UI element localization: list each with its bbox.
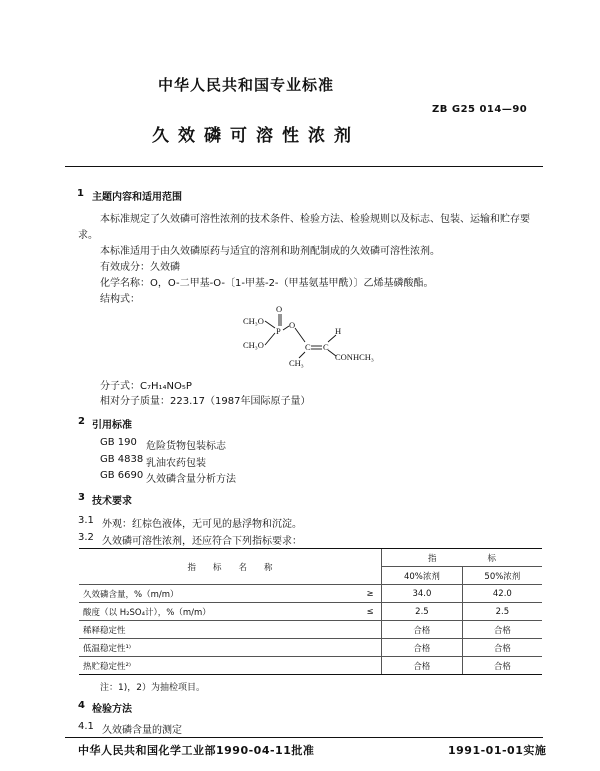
structure-conhch3: CONHCH₃ bbox=[335, 352, 374, 362]
structure-h: H bbox=[335, 326, 342, 336]
table-row bbox=[79, 639, 542, 657]
structure-p: P bbox=[276, 326, 281, 336]
row-value-50: 合格 bbox=[462, 639, 542, 657]
row-op bbox=[359, 621, 382, 639]
ref-name: 乳油农药包装 bbox=[146, 458, 206, 469]
table-row bbox=[79, 603, 542, 621]
item-3-1-text: 外观：红棕色液体，无可见的悬浮物和沉淀。 bbox=[102, 519, 302, 530]
item-3-1-number: 3.1 bbox=[78, 515, 94, 526]
row-value-40: 合格 bbox=[382, 639, 463, 657]
table-col-item: 指 标 名 称 bbox=[79, 549, 382, 585]
section-1-number: 1 bbox=[77, 188, 84, 199]
table-col-index: 指 标 bbox=[382, 549, 542, 567]
ref-code: GB 4838 bbox=[100, 454, 144, 465]
section-2-heading: 引用标准 bbox=[92, 420, 132, 431]
section-4-heading: 检验方法 bbox=[92, 704, 132, 715]
section-2-number: 2 bbox=[78, 416, 85, 427]
effective-date: 1991-01-01实施 bbox=[448, 744, 547, 757]
ref-name: 危险货物包装标志 bbox=[146, 441, 226, 452]
section-1-heading: 主题内容和适用范围 bbox=[92, 192, 182, 203]
item-3-2-number: 3.2 bbox=[78, 532, 94, 543]
structure-c1: C bbox=[305, 342, 311, 352]
row-value-50: 合格 bbox=[462, 621, 542, 639]
row-op: ≥ bbox=[359, 585, 382, 603]
row-name: 稀释稳定性 bbox=[79, 621, 359, 639]
table-note: 注：1)，2）为抽检项目。 bbox=[100, 683, 205, 693]
structure-c2: C bbox=[323, 342, 329, 352]
molecular-weight: 相对分子质量：223.17（1987年国际原子量） bbox=[100, 396, 311, 407]
structure-o-link: O bbox=[289, 320, 296, 330]
section-4-number: 4 bbox=[78, 700, 85, 711]
approval-line: 中华人民共和国化学工业部1990-04-11批准 bbox=[78, 744, 315, 757]
structure-label: 结构式： bbox=[100, 294, 140, 305]
ref-code: GB 190 bbox=[100, 437, 137, 448]
ref-name: 久效磷含量分析方法 bbox=[146, 474, 236, 485]
row-value-40: 2.5 bbox=[382, 603, 463, 621]
document-title: 久效磷可溶性浓剂 bbox=[152, 126, 360, 146]
table-sub-50: 50%浓剂 bbox=[462, 567, 542, 585]
footer-rule bbox=[65, 737, 543, 738]
title-rule bbox=[65, 166, 543, 167]
section-1-para1-cont: 求。 bbox=[78, 230, 98, 241]
section-3-number: 3 bbox=[78, 492, 85, 503]
row-value-50: 42.0 bbox=[462, 585, 542, 603]
row-name: 久效磷含量，%（m/m） bbox=[79, 585, 359, 603]
spec-table bbox=[79, 548, 542, 675]
structure-ch3: CH₃ bbox=[289, 358, 304, 368]
row-value-50: 合格 bbox=[462, 657, 542, 675]
section-1-para1: 本标准规定了久效磷可溶性浓剂的技术条件、检验方法、检验规则以及标志、包装、运输和贮存要 bbox=[100, 214, 530, 225]
table-row bbox=[79, 621, 542, 639]
structure-o-top: O bbox=[276, 304, 283, 314]
row-op bbox=[359, 657, 382, 675]
structure-ch3o-1: CH₃O bbox=[243, 316, 264, 326]
active-ingredient: 有效成分：久效磷 bbox=[100, 262, 180, 273]
row-value-40: 合格 bbox=[382, 657, 463, 675]
row-value-50: 2.5 bbox=[462, 603, 542, 621]
item-4-1-text: 久效磷含量的测定 bbox=[102, 725, 182, 736]
row-op bbox=[359, 639, 382, 657]
header-org: 中华人民共和国专业标准 bbox=[158, 76, 335, 94]
ref-code: GB 6690 bbox=[100, 470, 144, 481]
standard-number: ZB G25 014—90 bbox=[432, 104, 528, 115]
row-name: 热贮稳定性²⁾ bbox=[79, 657, 359, 675]
row-name: 低温稳定性¹⁾ bbox=[79, 639, 359, 657]
structural-formula bbox=[225, 302, 395, 374]
row-value-40: 34.0 bbox=[382, 585, 463, 603]
row-op: ≤ bbox=[359, 603, 382, 621]
molecular-formula: 分子式：C₇H₁₄NO₅P bbox=[100, 381, 192, 392]
table-row bbox=[79, 585, 542, 603]
table-sub-40: 40%浓剂 bbox=[382, 567, 463, 585]
structure-ch3o-2: CH₃O bbox=[243, 340, 264, 350]
section-3-heading: 技术要求 bbox=[92, 496, 132, 507]
table-header-row bbox=[79, 549, 542, 567]
table-row bbox=[79, 657, 542, 675]
row-name: 酸度（以 H₂SO₄计），%（m/m） bbox=[79, 603, 359, 621]
item-3-2-text: 久效磷可溶性浓剂，还应符合下列指标要求： bbox=[102, 536, 302, 547]
row-value-40: 合格 bbox=[382, 621, 463, 639]
section-1-para2: 本标准适用于由久效磷原药与适宜的溶剂和助剂配制成的久效磷可溶性浓剂。 bbox=[100, 246, 440, 257]
chemical-name: 化学名称：O，O-二甲基-O-〔1-甲基-2-（甲基氨基甲酰）〕乙烯基磷酸酯。 bbox=[100, 278, 434, 289]
item-4-1-number: 4.1 bbox=[78, 721, 94, 732]
